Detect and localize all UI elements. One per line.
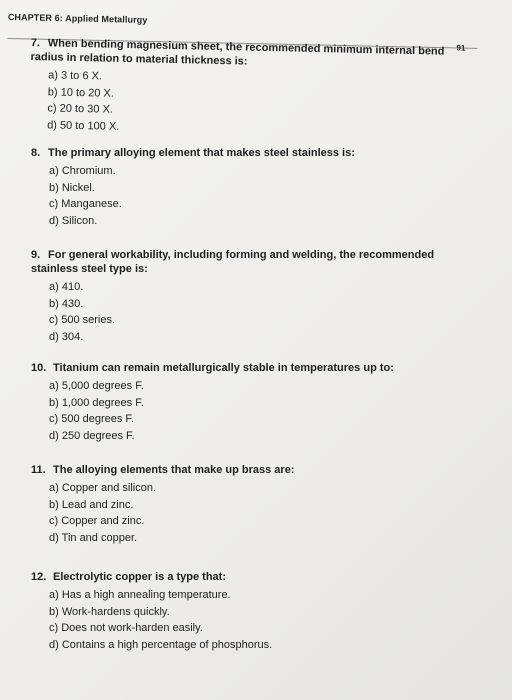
question-number: 7.	[30, 36, 41, 50]
question-12	[31, 570, 461, 653]
answer-options	[47, 67, 460, 142]
question-stem	[31, 570, 461, 584]
question-text: The alloying elements that make up brass are:	[53, 464, 295, 476]
answer-option-a: a) Chromium.	[49, 165, 116, 177]
question-11	[31, 463, 461, 546]
answer-option-b: b) Lead and zinc.	[49, 498, 134, 511]
question-text: Electrolytic copper is a type that:	[53, 571, 226, 583]
answer-option-d: d) 250 degrees F.	[49, 429, 135, 442]
question-number: 9.	[31, 249, 41, 261]
answer-option-a: a) 410.	[49, 281, 84, 293]
question-text: When bending magnesium sheet, the recommended minimum internal bend radius in relation to material thickness is:	[30, 37, 445, 68]
answer-option-b: b) 1,000 degrees F.	[49, 396, 144, 409]
question-stem	[31, 361, 461, 375]
answer-options	[49, 480, 461, 546]
answer-option-b: b) Work-hardens quickly.	[49, 605, 170, 618]
answer-option-b: b) 10 to 20 X.	[47, 85, 114, 100]
question-stem	[31, 463, 461, 477]
question-stem	[31, 248, 461, 276]
page-number: 91	[456, 43, 466, 53]
question-stem	[31, 146, 461, 160]
answer-option-d: d) Silicon.	[49, 214, 98, 227]
question-8	[31, 146, 461, 229]
question-10	[31, 361, 461, 444]
answer-option-c: c) Manganese.	[49, 198, 122, 210]
answer-option-b: b) 430.	[49, 297, 84, 310]
answer-option-c: c) Does not work-harden easily.	[49, 622, 203, 634]
answer-option-d: d) 50 to 100 X.	[47, 118, 120, 133]
question-text: For general workability, including forming and welding, the recommended stainless steel type is:	[31, 249, 435, 275]
answer-option-c: c) 20 to 30 X.	[47, 102, 114, 116]
chapter-title: CHAPTER 6: Applied Metallurgy	[7, 12, 148, 25]
question-number: 8.	[31, 147, 41, 159]
answer-option-c: c) 500 degrees F.	[49, 413, 134, 425]
question-number: 12.	[31, 571, 47, 583]
question-7	[29, 36, 461, 142]
answer-option-c: c) 500 series.	[49, 314, 116, 326]
answer-options	[49, 378, 461, 444]
answer-option-a: a) Copper and silicon.	[49, 482, 157, 494]
answer-options	[49, 163, 461, 229]
answer-option-c: c) Copper and zinc.	[49, 515, 145, 527]
answer-option-a: a) 5,000 degrees F.	[49, 380, 144, 392]
answer-option-d: d) 304.	[49, 330, 84, 343]
answer-option-b: b) Nickel.	[49, 181, 95, 194]
answer-option-a: a) Has a high annealing temperature.	[49, 589, 231, 601]
question-9	[31, 248, 461, 345]
answer-option-d: d) Tin and copper.	[49, 531, 138, 544]
answer-options	[49, 587, 461, 653]
question-number: 10.	[31, 362, 47, 374]
question-number: 11.	[31, 464, 46, 476]
question-text: The primary alloying element that makes steel stainless is:	[48, 147, 355, 159]
answer-option-d: d) Contains a high percentage of phosphorus.	[49, 638, 273, 651]
answer-options	[49, 279, 461, 345]
answer-option-a: a) 3 to 6 X.	[48, 69, 103, 83]
question-text: Titanium can remain metallurgically stable in temperatures up to:	[53, 362, 394, 374]
